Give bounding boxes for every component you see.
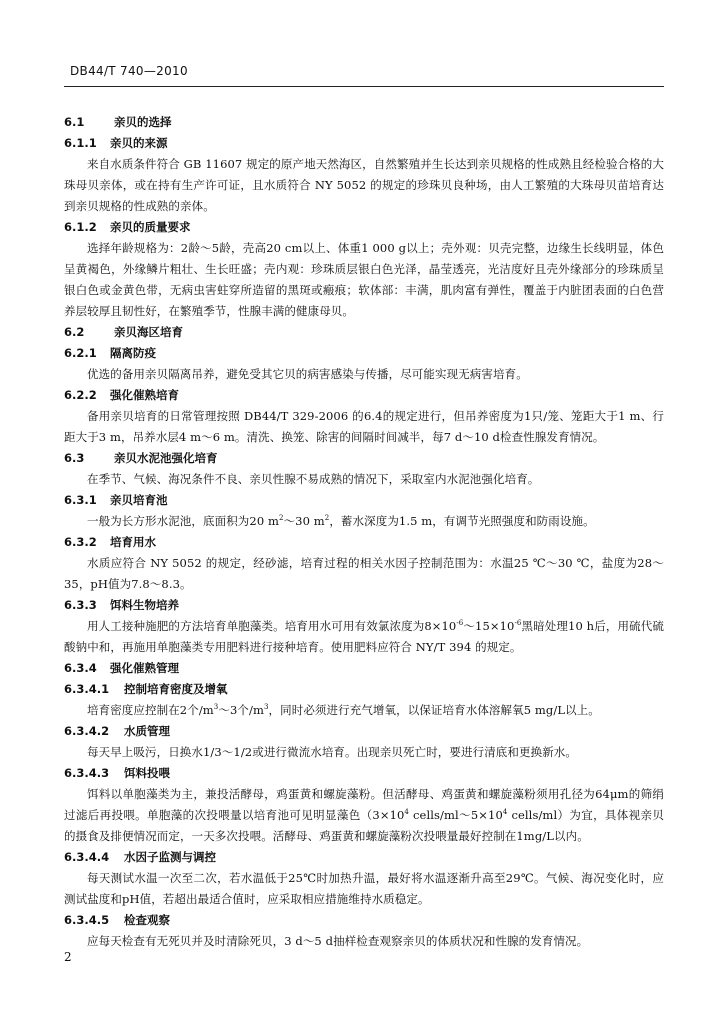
section-heading: [64, 385, 664, 406]
section-title: 强化催熟培育: [110, 388, 179, 402]
section-heading: [64, 448, 664, 469]
section-number: 6.3.4.4: [64, 850, 110, 864]
section-heading: [64, 133, 664, 154]
paragraph: 应每天检查有无死贝并及时清除死贝，3 d～5 d抽样检查观察亲贝的体质状况和性腺的发育情况。: [87, 934, 589, 948]
section-number: 6.2: [64, 325, 85, 339]
section-title: 培育用水: [110, 535, 156, 549]
section-number: 6.3.4.3: [64, 766, 110, 780]
paragraph: 备用亲贝培育的日常管理按照 DB44/T 329-2006 的6.4的规定进行，但吊养密度为1只/笼、笼距大于1 m、行距大于3 m，吊养水层4 m～6 m。清洗、换笼、除害的间隔时间减半，每7 d～10 d检查性腺发育情况。: [64, 409, 664, 444]
section-heading: [64, 322, 664, 343]
section-title: 控制培育密度及增氧: [124, 682, 228, 696]
section-heading: [64, 763, 664, 784]
section-title: 亲贝的来源: [110, 136, 168, 150]
section-heading: [64, 847, 664, 868]
section-number: 6.3.4.2: [64, 724, 110, 738]
section-title: 水质管理: [124, 724, 170, 738]
paragraph: 用人工接种施肥的方法培育单胞藻类。培育用水可用有效氯浓度为$8\times 10^{-6}\sim 15\times 10^{-6}$黑暗处理10 h后，用硫代硫酸钠中和，再施用单胞藻类专用肥料进行接种培育。使用肥料应符合 NY/T 394 的规定。: [64, 619, 664, 654]
paragraph: 每天测试水温一次至二次，若水温低于25℃时加热升温，最好将水温逐渐升高至29℃。气候、海况变化时，应测试盐度和pH值，若超出最适合值时，应采取相应措施维持水质稳定。: [64, 871, 664, 906]
section-heading: [64, 595, 664, 616]
section-title: 亲贝的选择: [114, 115, 172, 129]
section-heading: [64, 910, 664, 931]
section-title: 亲贝水泥池强化培育: [114, 451, 218, 465]
paragraph: 来自水质条件符合 GB 11607 规定的原产地天然海区，自然繁殖并生长达到亲贝规格的性成熟且经检验合格的大珠母贝亲体，或在持有生产许可证，且水质符合 NY 5052 的规定的珍珠贝良种场，由人工繁殖的大珠母贝苗培育达到亲贝规格的性成熟的亲体。: [64, 157, 664, 213]
paragraph: 在季节、气候、海况条件不良、亲贝性腺不易成熟的情况下，采取室内水泥池强化培育。: [87, 472, 540, 486]
section-title: 强化催熟管理: [110, 661, 179, 675]
paragraph: 培育密度应控制在2个$/m^3\sim 3$个$/m^3$，同时必须进行充气增氧，以保证培育水体溶解氧5 mg/L以上。: [87, 703, 600, 717]
document-code: DB44/T 740—2010: [70, 64, 188, 78]
paragraph: 饵料以单胞藻类为主，兼投活酵母，鸡蛋黄和螺旋藻粉。但活酵母、鸡蛋黄和螺旋藻粉须用孔径为64μm的筛绢过滤后再投喂。单胞藻的次投喂量以培育池可见明显藻色（$3\times 10^4$ cells/$ml\sim 5\times 10^4$ cells/ml）为宜，具体视亲贝的摄食及排便情况而定，一天多次投喂。活酵母、鸡蛋黄和螺旋藻粉次投喂量最好控制在1mg/L以内。: [64, 787, 664, 843]
section-number: 6.3.2: [64, 535, 97, 549]
section-title: 隔离防疫: [110, 346, 156, 360]
section-title: 亲贝的质量要求: [110, 220, 191, 234]
header-rule: [64, 86, 664, 87]
section-number: 6.3.3: [64, 598, 97, 612]
section-number: 6.1: [64, 115, 85, 129]
paragraph: 优选的备用亲贝隔离吊养，避免受其它贝的病害感染与传播，尽可能实现无病害培育。: [87, 367, 528, 381]
section-title: 水因子监测与调控: [124, 850, 216, 864]
section-title: 亲贝海区培育: [114, 325, 183, 339]
section-number: 6.2.1: [64, 346, 97, 360]
section-heading: [64, 532, 664, 553]
section-number: 6.3.4: [64, 661, 97, 675]
document-body: [64, 112, 664, 952]
section-heading: [64, 490, 664, 511]
section-heading: [64, 343, 664, 364]
section-title: 饵料生物培养: [110, 598, 179, 612]
section-title: 检查观察: [124, 913, 170, 927]
section-number: 6.3.4.1: [64, 682, 110, 696]
section-number: 6.2.2: [64, 388, 97, 402]
section-number: 6.3: [64, 451, 85, 465]
paragraph: 选择年龄规格为：2龄～5龄，壳高20 cm以上、体重1 000 g以上；壳外观：贝壳完整，边缘生长线明显，体色呈黄褐色，外缘鳞片粗壮、生长旺盛；壳内观：珍珠质层银白色光泽，晶莹透亮，光洁度好且壳外缘部分的珍珠质呈银白色或金黄色带，无病虫害蛀穿所造留的黑斑或瘢痕；软体部：丰满，肌肉富有弹性，覆盖于内脏团表面的白色营养层较厚且韧性好，在繁殖季节，性腺丰满的健康母贝。: [64, 241, 664, 318]
paragraph: 每天早上吸污，日换水1/3～1/2或进行微流水培育。出现亲贝死亡时，要进行清底和更换新水。: [87, 745, 578, 759]
paragraph: 水质应符合 NY 5052 的规定，经砂滤，培育过程的相关水因子控制范围为：水温25 ℃～30 ℃，盐度为28～35，pH值为7.8～8.3。: [64, 556, 664, 591]
paragraph: 一般为长方形水泥池，底面积为20 $m^2\sim 30$ $m^2$，蓄水深度为1.5 m，有调节光照强度和防雨设施。: [87, 514, 595, 528]
section-number: 6.3.4.5: [64, 913, 110, 927]
section-heading: [64, 721, 664, 742]
section-number: 6.1.2: [64, 220, 97, 234]
page-number: 2: [64, 950, 72, 964]
section-heading: [64, 217, 664, 238]
section-title: 饵料投喂: [124, 766, 170, 780]
section-title: 亲贝培育池: [110, 493, 168, 507]
section-number: 6.3.1: [64, 493, 97, 507]
section-number: 6.1.1: [64, 136, 97, 150]
section-heading: [64, 679, 664, 700]
section-heading: [64, 658, 664, 679]
section-heading: [64, 112, 664, 133]
